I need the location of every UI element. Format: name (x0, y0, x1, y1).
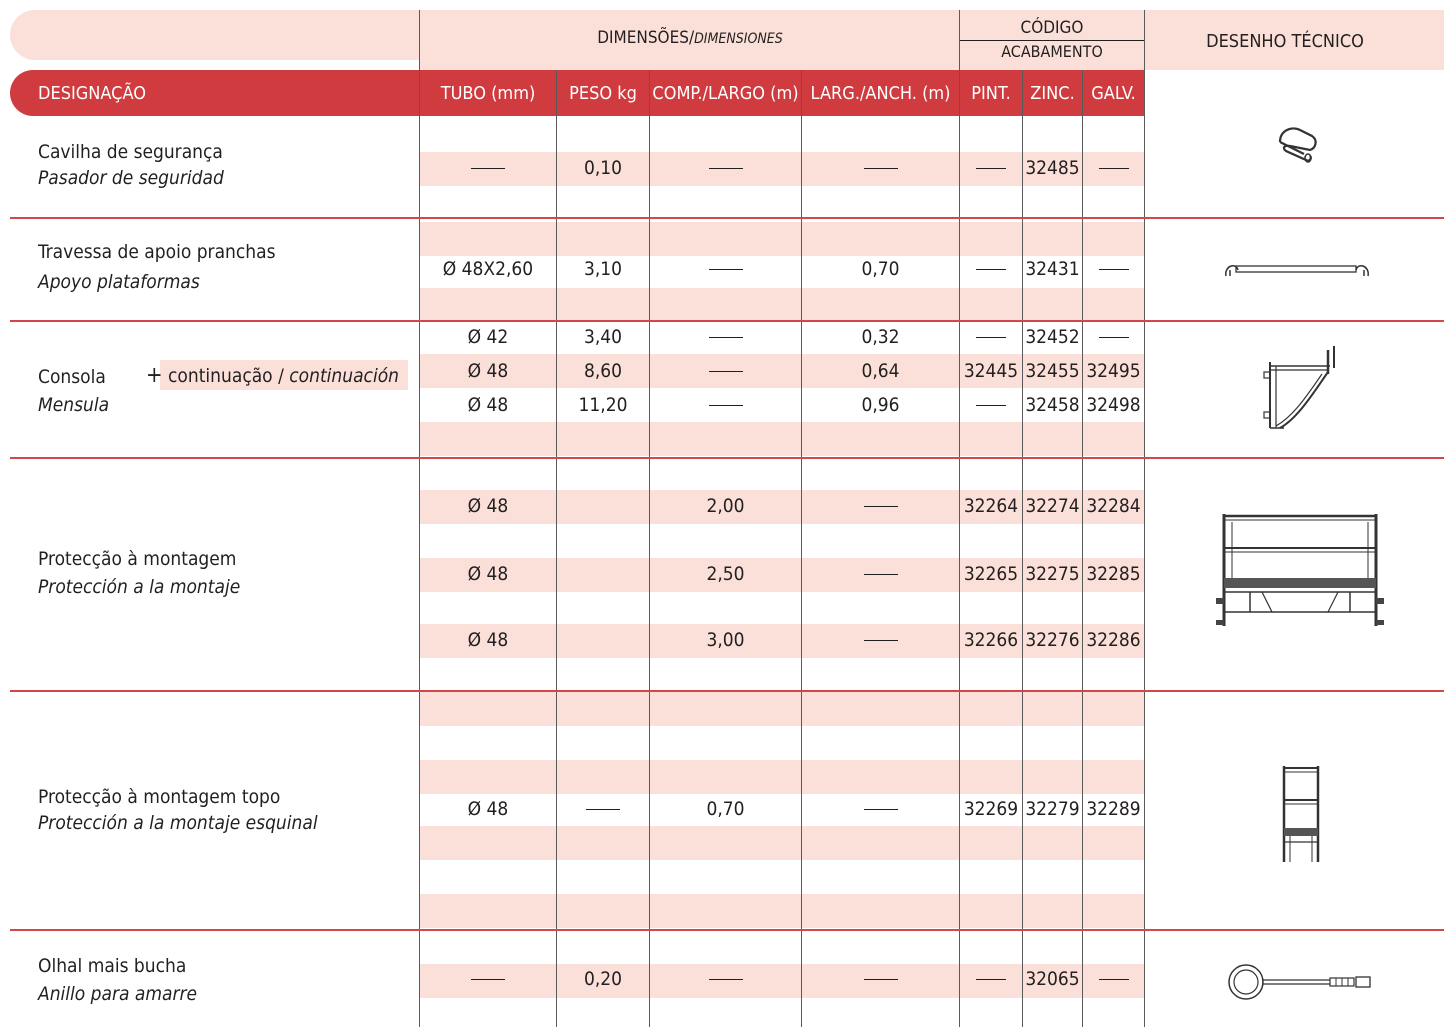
col-zinc: ZINC. (1030, 83, 1075, 104)
col-galv: GALV. (1091, 83, 1136, 104)
header-dimensoes: DIMENSÕES/DIMENSIONES (597, 28, 783, 48)
cell-tubo: Ø 42 (467, 326, 509, 348)
col-divider (649, 70, 650, 1027)
cell-galv: 32284 (1086, 495, 1141, 517)
col-divider (419, 10, 420, 1027)
dash-cell-larg (864, 574, 898, 575)
dash-cell-comp (709, 405, 743, 406)
dash-cell-larg (864, 168, 898, 169)
product-name: Travessa de apoio pranchas (38, 241, 276, 263)
dash-cell-peso (586, 809, 620, 810)
product-name: Protecção à montagem topo (38, 786, 281, 808)
dash-cell-pint (976, 405, 1006, 406)
dash-cell-pint (976, 168, 1006, 169)
cell-zinc: 32455 (1025, 360, 1080, 382)
cell-pint: 32269 (963, 798, 1019, 820)
dash-cell-galv (1099, 979, 1129, 980)
cell-tubo: Ø 48 (467, 360, 509, 382)
end-guardrail-drawing-icon (1278, 764, 1324, 866)
dash-cell-larg (864, 506, 898, 507)
cell-pint: 32266 (963, 629, 1019, 651)
cell-comp: 2,50 (706, 563, 745, 585)
cell-comp: 0,70 (706, 798, 745, 820)
stripe (420, 288, 1145, 322)
header-desenho-tecnico: DESENHO TÉCNICO (1206, 31, 1364, 52)
dash-cell-larg (864, 979, 898, 980)
cell-peso: 8,60 (583, 360, 623, 382)
cell-comp: 3,00 (706, 629, 745, 651)
section-separator (10, 217, 1444, 219)
cell-zinc: 32275 (1025, 563, 1080, 585)
cell-galv: 32285 (1086, 563, 1141, 585)
continuacao-label: + continuação / continuación (146, 363, 399, 388)
crossbar-drawing-icon (1224, 258, 1370, 282)
product-name-es: Protección a la montaje esquinal (38, 812, 318, 834)
header-band-left (10, 10, 420, 60)
product-name-es: Pasador de seguridad (38, 167, 224, 189)
cell-zinc: 32485 (1025, 157, 1080, 179)
section-separator (10, 457, 1444, 459)
cell-pint: 32264 (963, 495, 1019, 517)
section-separator (10, 320, 1444, 322)
header-acabamento: ACABAMENTO (1001, 42, 1103, 61)
dash-cell-pint (976, 269, 1006, 270)
cell-pint: 32445 (963, 360, 1019, 382)
cell-tubo: Ø 48 (467, 798, 509, 820)
stripe (420, 422, 1145, 456)
dash-cell-larg (864, 640, 898, 641)
dash-cell-tubo (471, 168, 505, 169)
dash-cell-galv (1099, 269, 1129, 270)
cell-galv: 32498 (1086, 394, 1141, 416)
col-divider (556, 70, 557, 1027)
product-name-es: Mensula (38, 394, 110, 416)
cell-galv: 32495 (1086, 360, 1141, 382)
cell-tubo: Ø 48 (467, 394, 509, 416)
cell-larg: 0,32 (861, 326, 900, 348)
product-name-es: Protección a la montaje (38, 576, 241, 598)
codigo-underline (960, 40, 1144, 41)
stripe (420, 894, 1145, 928)
stripe (420, 692, 1145, 726)
cell-peso: 11,20 (578, 394, 628, 416)
cell-tubo: Ø 48X2,60 (442, 258, 534, 280)
safety-pin-drawing-icon (1270, 120, 1340, 170)
dash-cell-larg (864, 809, 898, 810)
cell-tubo: Ø 48 (467, 495, 509, 517)
cell-galv: 32286 (1086, 629, 1141, 651)
cell-peso: 0,10 (583, 157, 623, 179)
section-separator (10, 690, 1444, 692)
cell-zinc: 32274 (1025, 495, 1080, 517)
dash-cell-pint (976, 979, 1006, 980)
cell-zinc: 32452 (1025, 326, 1080, 348)
cell-comp: 2,00 (706, 495, 745, 517)
dash-cell-comp (709, 269, 743, 270)
cell-zinc: 32065 (1025, 968, 1080, 990)
cell-zinc: 32431 (1025, 258, 1080, 280)
col-divider (1022, 70, 1023, 1027)
col-divider (959, 10, 960, 1027)
dash-cell-galv (1099, 337, 1129, 338)
cell-larg: 0,96 (861, 394, 900, 416)
cell-zinc: 32276 (1025, 629, 1080, 651)
col-comp: COMP./LARGO (m) (652, 83, 799, 104)
guardrail-frame-drawing-icon (1210, 508, 1390, 634)
dash-cell-galv (1099, 168, 1129, 169)
product-name: Olhal mais bucha (38, 955, 187, 977)
bracket-drawing-icon (1262, 342, 1338, 436)
cell-larg: 0,70 (861, 258, 900, 280)
section-separator (10, 929, 1444, 931)
cell-peso: 0,20 (583, 968, 623, 990)
cell-galv: 32289 (1086, 798, 1141, 820)
cell-peso: 3,10 (583, 258, 623, 280)
col-pint: PINT. (971, 83, 1011, 104)
cell-larg: 0,64 (861, 360, 900, 382)
eye-bolt-drawing-icon (1226, 962, 1376, 1002)
col-peso: PESO kg (569, 83, 637, 104)
dash-cell-comp (709, 168, 743, 169)
stripe (420, 222, 1145, 256)
product-name-es: Anillo para amarre (38, 983, 198, 1005)
col-divider (1082, 70, 1083, 1027)
col-larg: LARG./ANCH. (m) (810, 83, 951, 104)
stripe (420, 826, 1145, 860)
product-name: Consola (38, 366, 106, 388)
dash-cell-tubo (471, 979, 505, 980)
dash-cell-pint (976, 337, 1006, 338)
dash-cell-comp (709, 371, 743, 372)
dash-cell-comp (709, 337, 743, 338)
col-divider (1144, 10, 1145, 1027)
dash-cell-comp (709, 979, 743, 980)
stripe (420, 760, 1145, 794)
col-tubo: TUBO (mm) (440, 83, 536, 104)
cell-zinc: 32458 (1025, 394, 1080, 416)
cell-peso: 3,40 (583, 326, 623, 348)
col-designacao: DESIGNAÇÃO (38, 83, 146, 104)
product-name: Protecção à montagem (38, 548, 237, 570)
header-codigo: CÓDIGO (1020, 18, 1084, 38)
cell-pint: 32265 (963, 563, 1019, 585)
product-name: Cavilha de segurança (38, 141, 223, 163)
product-name-es: Apoyo plataformas (38, 271, 200, 293)
col-divider (801, 70, 802, 1027)
cell-zinc: 32279 (1025, 798, 1080, 820)
cell-tubo: Ø 48 (467, 629, 509, 651)
cell-tubo: Ø 48 (467, 563, 509, 585)
